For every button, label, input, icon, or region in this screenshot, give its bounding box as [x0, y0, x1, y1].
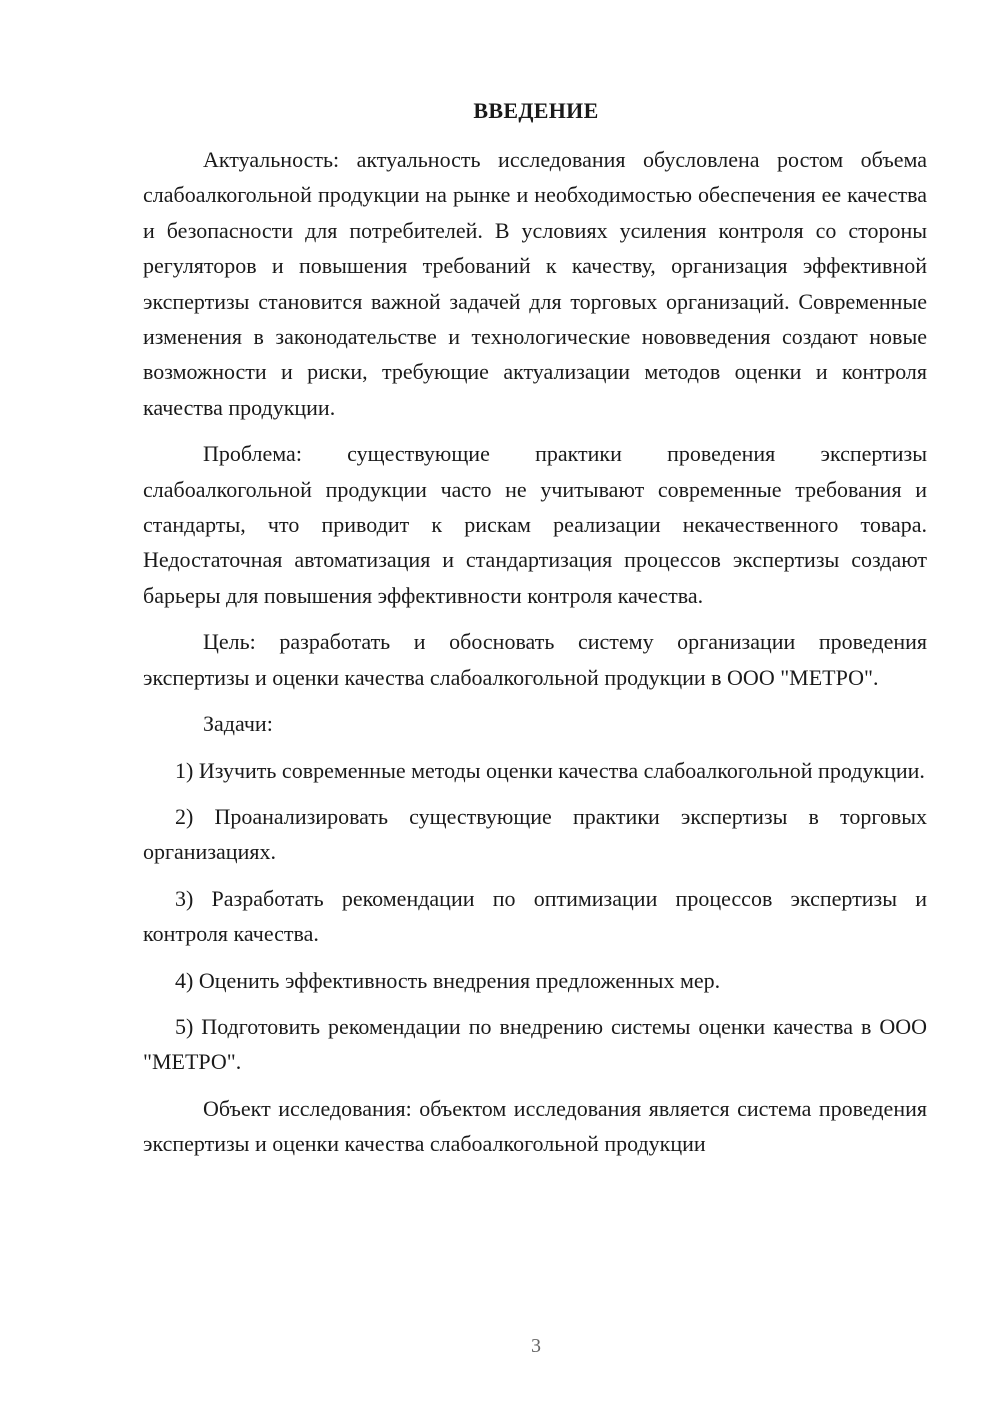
tasks-heading: Задачи: [203, 711, 273, 737]
section-heading: ВВЕДЕНИЕ [473, 98, 599, 123]
task-item: 4) Оценить эффективность внедрения предложенных мер. [175, 967, 721, 993]
goal-paragraph: Цель: разработать и обосновать систему организации проведения экспертизы и оценки качества слабоалкогольной продукции в ООО "МЕТРО". [143, 629, 927, 690]
page-number: 3 [531, 1335, 541, 1357]
task-item: 1) Изучить современные методы оценки качества слабоалкогольной продукции. [175, 757, 925, 783]
object-paragraph: Объект исследования: объектом исследования является система проведения экспертизы и оценки качества слабоалкогольной продукции [143, 1095, 927, 1157]
task-item: 3) Разработать рекомендации по оптимизации процессов экспертизы и контроля качества. [143, 885, 927, 947]
problem-paragraph: Проблема: существующие практики проведения экспертизы слабоалкогольной продукции часто не учитывают современные требования и стандарты, что приводит к рискам реализации некачественного товара. Недостаточная автоматизация и стандартизация процессов экспертизы создают барьеры для повышения эффективности контроля качества. [143, 441, 927, 608]
relevance-paragraph: Актуальность: актуальность исследования обусловлена ростом объема слабоалкогольной продукции на рынке и необходимостью обеспечения ее качества и безопасности для потребителей. В условиях усиления контроля со стороны регуляторов и повышения требований к качеству, организация эффективной экспертизы становится важной задачей для торговых организаций. Современные изменения в законодательстве и технологические нововведения создают новые возможности и риски, требующие актуализации методов оценки и контроля качества продукции. [143, 147, 927, 420]
body-text [143, 142, 927, 1162]
task-item: 2) Проанализировать существующие практики экспертизы в торговых организациях. [143, 803, 927, 865]
task-item: 5) Подготовить рекомендации по внедрению системы оценки качества в ООО "МЕТРО". [143, 1013, 927, 1075]
